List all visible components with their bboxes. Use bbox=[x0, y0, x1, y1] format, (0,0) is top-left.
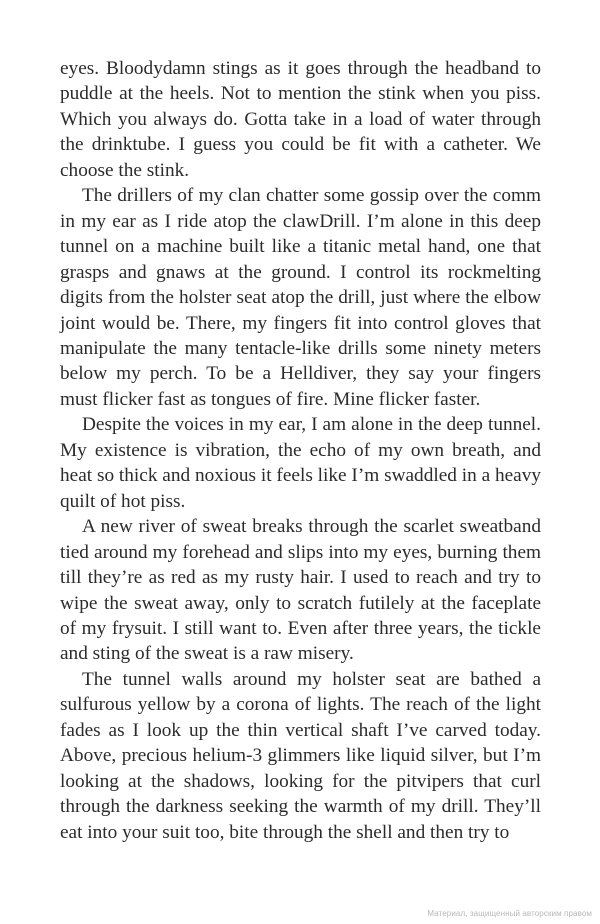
paragraph: Despite the voices in my ear, I am alone in the deep tunnel. My existence is vibration, the echo of my own breath, and heat so thick and noxious it feels like I’m swaddled in a heavy quilt of hot piss. bbox=[60, 414, 541, 512]
paragraph-continuation: eyes. Bloodydamn stings as it goes through the headband to puddle at the heels. Not to mention the stink when you piss. Which you always do. Gotta take in a load of water through the drinktube. I guess you could be fit with a catheter. We choose the stink. bbox=[60, 58, 541, 181]
paragraph: The tunnel walls around my holster seat are bathed a sulfurous yellow by a corona of lights. The reach of the light fades as I look up the thin vertical shaft I’ve carved today. Above, precious helium-3 glimmers like liquid silver, but I’m looking at the shadows, looking for the pitvipers that curl through the darkness seeking the warmth of my drill. They’ll eat into your suit too, bite through the shell and then try to bbox=[60, 668, 541, 843]
body-text bbox=[60, 56, 541, 845]
paragraph: A new river of sweat breaks through the scarlet sweatband tied around my forehead and slips into my eyes, burning them till they’re as red as my rusty hair. I used to reach and try to wipe the sweat away, only to scratch futilely at the faceplate of my frysuit. I still want to. Even after three years, the tickle and sting of the sweat is a raw misery. bbox=[60, 516, 541, 665]
copyright-watermark: Материал, защищенный авторским правом bbox=[427, 909, 592, 918]
paragraph: The drillers of my clan chatter some gossip over the comm in my ear as I ride atop the clawDrill. I’m alone in this deep tunnel on a machine built like a titanic metal hand, one that grasps and gnaws at the ground. I control its rockmelting digits from the holster seat atop the drill, just where the elbow joint would be. There, my fingers fit into control gloves that manipulate the many tentacle-like drills some ninety meters below my perch. To be a Helldiver, they say your fingers must flicker fast as tongues of fire. Mine flicker faster. bbox=[60, 185, 541, 410]
